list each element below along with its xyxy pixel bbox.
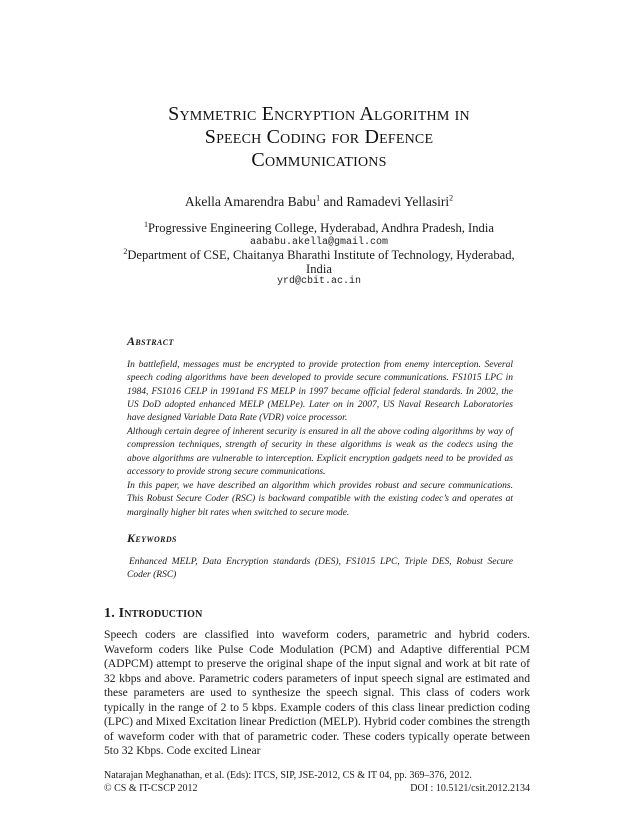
email-2: yrd@cbit.ac.in bbox=[276, 276, 361, 287]
footer-copyright: © CS & IT-CSCP 2012 bbox=[104, 783, 198, 794]
author-2: Ramadevi Yellasiri bbox=[346, 194, 450, 209]
author-1-sup: 1 bbox=[316, 193, 321, 203]
introduction-heading: 1. Introduction bbox=[104, 606, 203, 621]
introduction-paragraph: Speech coders are classified into waveform coders, parametric and hybrid coders. Waveform coders like Pulse Code Modulation (PCM) and Adaptive differential PCM (ADPCM) attempt to preserve the original shape of the input signal and work at bit rate of 32 kbps and above. Parametric coders parameters of input speech signal are estimated and these parameters are used to synthesize the speech signal. This class of coders work typically in the range of 2 to 5 kbps. Example coders of this class linear prediction coding (LPC) and Mixed Excitation linear Prediction (MELP). Hybrid coder combines the strength of waveform coder with that of parametric coder. These coders typically operate between 5to 32 Kbps. Code excited Linear bbox=[104, 628, 530, 757]
paper-title bbox=[90, 103, 548, 172]
abstract-paragraph-3: In this paper, we have described an algorithm which provides robust and secure communications. This Robust Secure Coder (RSC) is backward compatible with the existing codec’s and operates at marginally higher bit rates when switched to secure mode. bbox=[127, 481, 513, 518]
abstract-paragraph-2: Although certain degree of inherent security is ensured in all the above coding algorithms by way of compression techniques, strength of security in these algorithms is weak as the codecs using the above algorithms are vulnerable to interception. Explicit encryption gadgets need to be provided as accessory to provide strong secure communications. bbox=[127, 427, 513, 477]
title-line-1: Symmetric Encryption Algorithm in bbox=[168, 103, 470, 125]
title-line-3: Communications bbox=[251, 149, 387, 171]
email-1: aababu.akella@gmail.com bbox=[249, 237, 389, 248]
author-conj: and bbox=[320, 194, 347, 209]
footer-doi: DOI : 10.5121/csit.2012.2134 bbox=[410, 783, 530, 794]
abstract-paragraph-1: In battlefield, messages must be encrypted to provide protection from enemy interception. Several speech coding algorithms have been developed to provide secure communications. FS1015 LPC in 1984, FS1016 CELP in 1991and FS MELP in 1997 became official federal standards. In 2002, the US DoD adopted enhanced MELP (MELPe). Later on in 2007, US Naval Research Laboratories have designed Variable Data Rate (VDR) voice processor. bbox=[127, 360, 513, 424]
affiliation-2-sup: 2 bbox=[123, 246, 128, 256]
keywords-heading: Keywords bbox=[127, 531, 177, 545]
author-2-sup: 2 bbox=[449, 193, 454, 203]
affiliation-1 bbox=[110, 221, 528, 235]
affiliation-1-text: Progressive Engineering College, Hyderabad, Andhra Pradesh, India bbox=[148, 221, 494, 235]
title-line-2: Speech Coding for Defence bbox=[204, 126, 434, 148]
keywords-text: Enhanced MELP, Data Encryption standards (DES), FS1015 LPC, Triple DES, Robust Secure Coder (RSC) bbox=[127, 557, 513, 581]
affiliation-2 bbox=[110, 248, 528, 276]
footer-citation: Natarajan Meghanathan, et al. (Eds): ITCS, SIP, JSE-2012, CS & IT 04, pp. 369–376, 2012. bbox=[104, 770, 472, 781]
affiliation-1-sup: 1 bbox=[144, 219, 149, 229]
affiliation-2-text: Department of CSE, Chaitanya Bharathi Institute of Technology, Hyderabad, India bbox=[127, 248, 515, 276]
abstract-heading: Abstract bbox=[127, 334, 174, 348]
author-line bbox=[0, 194, 638, 210]
author-1: Akella Amarendra Babu bbox=[184, 194, 317, 209]
